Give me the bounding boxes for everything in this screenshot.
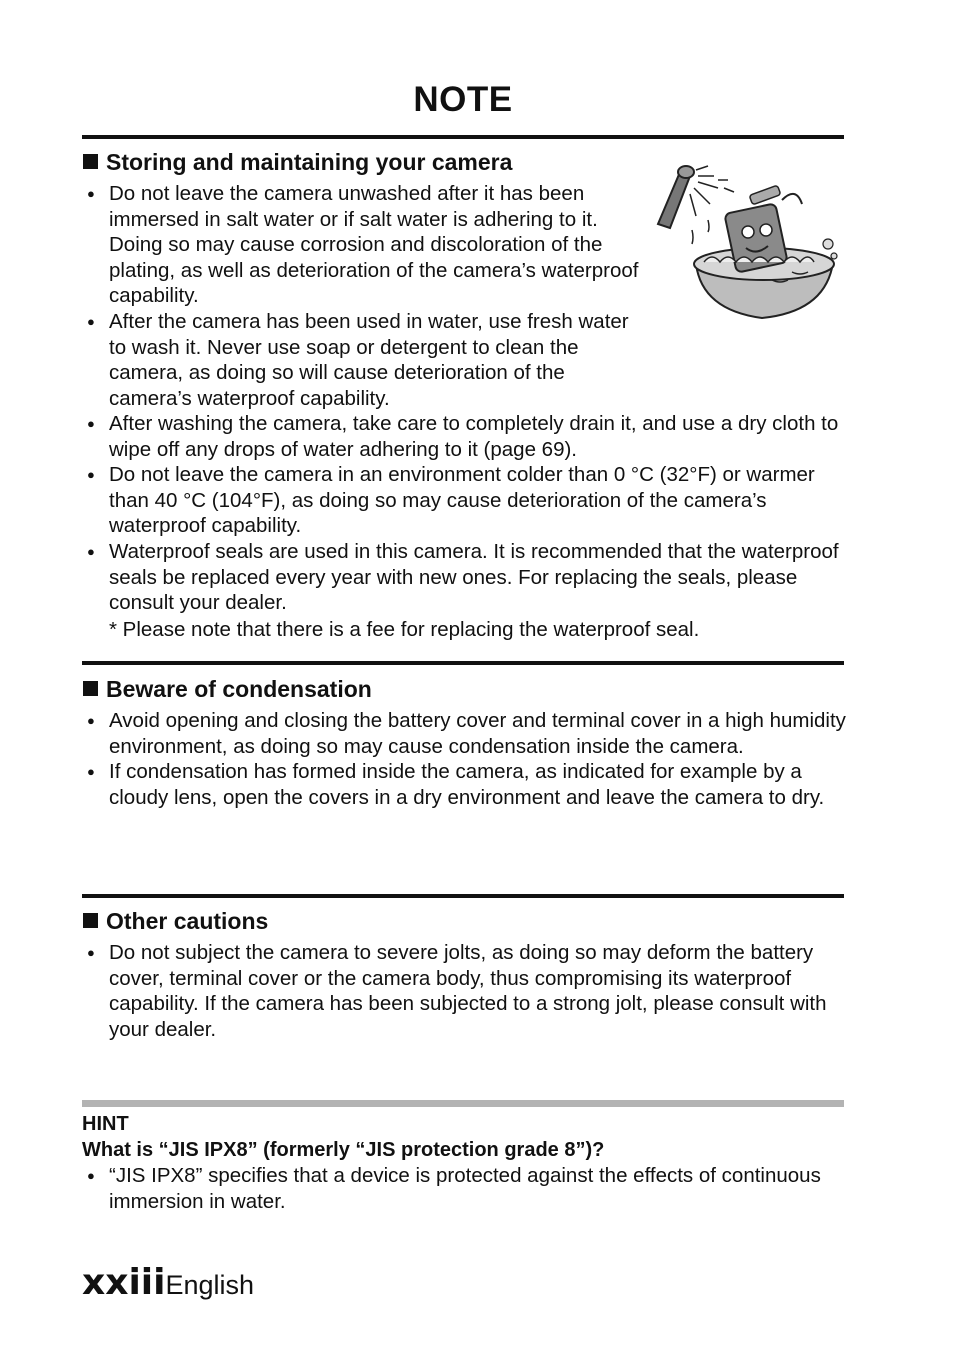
section-heading-storing: [83, 148, 512, 176]
square-bullet-icon: [83, 681, 98, 696]
page-number: xxiii: [82, 1262, 166, 1303]
list-item: ● Do not leave the camera unwashed after it has been immersed in salt water or if salt water is adhering to it. Doing so may cause corrosion and discoloration of the plating, as well as deterioration of the camera’s waterproof capability.: [87, 181, 647, 309]
page-footer: [82, 1262, 254, 1303]
list-item: ● Do not subject the camera to severe jolts, as doing so may deform the battery cover, terminal cover or the camera body, thus compromising its waterproof capability. If the camera has been subjected to a strong jolt, please consult with your dealer.: [87, 940, 847, 1042]
camera-bathing-illustration-icon: [652, 160, 844, 330]
language-label: English: [165, 1270, 255, 1300]
section-heading-storing-text: Storing and maintaining your camera: [106, 149, 513, 175]
list-item: ● Waterproof seals are used in this camera. It is recommended that the waterproof seals be replaced every year with new ones. For replacing the seals, please consult your dealer.: [87, 539, 847, 616]
hint-list: [87, 1163, 847, 1214]
square-bullet-icon: [83, 154, 98, 169]
list-item: ● After washing the camera, take care to completely drain it, and use a dry cloth to wipe off any drops of water adhering to it (page 69).: [87, 411, 847, 462]
list-item: ● After the camera has been used in water, use fresh water to wash it. Never use soap or detergent to clean the camera, as doing so will cause deterioration of the camera’s waterproof capability.: [87, 309, 647, 411]
section-heading-other-text: Other cautions: [106, 908, 269, 934]
section-divider: [82, 661, 844, 665]
list-item: ● If condensation has formed inside the camera, as indicated for example by a cloudy lens, open the covers in a dry environment and leave the camera to dry.: [87, 759, 847, 810]
square-bullet-icon: [83, 913, 98, 928]
section-heading-condensation-text: Beware of condensation: [106, 676, 372, 702]
section-heading-other: [83, 907, 268, 935]
list-item: ● Avoid opening and closing the battery cover and terminal cover in a high humidity environment, as doing so may cause condensation inside the camera.: [87, 708, 847, 759]
hint-question: What is “JIS IPX8” (formerly “JIS protection grade 8”)?: [82, 1139, 605, 1161]
section-heading-condensation: [83, 675, 372, 703]
storing-list-top: [87, 181, 647, 411]
storing-list-bottom: [87, 411, 847, 616]
hint-divider: [82, 1100, 844, 1107]
footnote: * Please note that there is a fee for replacing the waterproof seal.: [109, 618, 700, 641]
section-divider: [82, 135, 844, 139]
list-item: ● “JIS IPX8” specifies that a device is protected against the effects of continuous immersion in water.: [87, 1163, 847, 1214]
condensation-list: [87, 708, 847, 810]
page-title: NOTE: [413, 80, 513, 119]
list-item: ● Do not leave the camera in an environment colder than 0 °C (32°F) or warmer than 40 °C (104°F), as doing so may cause deterioration of the camera’s waterproof capability.: [87, 462, 847, 539]
other-list: [87, 940, 847, 1042]
hint-label: HINT: [82, 1113, 129, 1135]
section-divider: [82, 894, 844, 898]
